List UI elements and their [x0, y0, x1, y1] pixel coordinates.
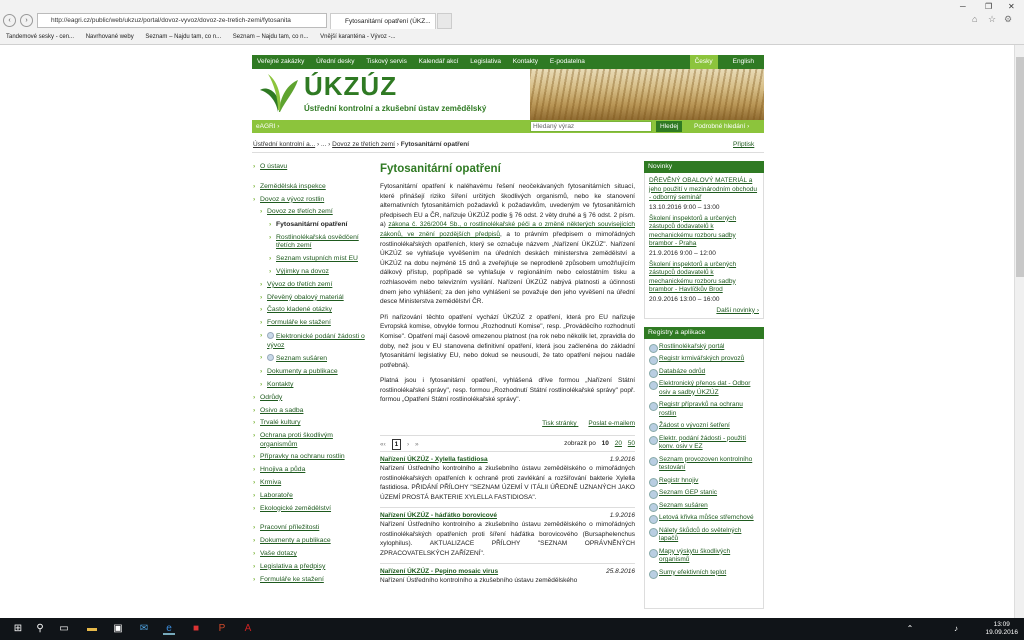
app-link[interactable]: Sumy efektivních teplot: [649, 569, 759, 578]
topnav-item[interactable]: Kalendář akcí: [418, 58, 459, 65]
text: Fytosanitární opatření k naléhavému řešení neočekávaných fytosanitárních situací, které přinášejí riziko šíření určitých škodlivých organismů, nebo ke stanovení alternativních fytosanitárních požadavků k požadavkům, uvedeným ve fytosanitárních předpisech EU a ČR, nařizuje ÚKZÚZ podle § 76 odst. 2 věty druhé a § 76 odst. 2 písm. a): [380, 183, 635, 229]
wheat-photo: [530, 69, 764, 120]
advanced-search-link[interactable]: Podrobné hledání ›: [694, 123, 750, 130]
main-content: [380, 163, 635, 586]
nav-item[interactable]: › Vaše dotazy: [253, 550, 371, 559]
minimize-icon[interactable]: ─: [960, 2, 966, 11]
pager-first[interactable]: «‹: [380, 440, 386, 448]
app-link[interactable]: Seznam sušáren: [649, 502, 759, 511]
nav-item[interactable]: › Přípravky na ochranu rostlin: [253, 453, 371, 462]
nav-item[interactable]: › Laboratoře: [253, 492, 371, 501]
restore-icon[interactable]: ❐: [985, 2, 993, 11]
search-icon[interactable]: ⚲: [36, 623, 44, 634]
nav-item[interactable]: › Výjimky na dovoz: [269, 268, 371, 277]
topnav-item[interactable]: Tiskový servis: [366, 58, 407, 65]
nav-item[interactable]: › Často kladené otázky: [260, 306, 371, 315]
nav-item[interactable]: › Dokumenty a publikace: [260, 368, 371, 377]
breadcrumb-item[interactable]: Ústřední kontrolní a...: [253, 141, 316, 148]
per-page-option[interactable]: 10: [601, 439, 609, 447]
breadcrumb-item[interactable]: Dovoz ze třetích zemí: [332, 141, 395, 148]
topnav-item[interactable]: Veřejné zakázky: [257, 58, 305, 65]
app-link[interactable]: Letová křivka můšce střemchové: [649, 514, 759, 523]
text: , a to právním předpisem o mimořádných rostlinolékařských opatřeních, který se označuje názvem „Nařízení ÚKZÚZ". Nařízení ÚKZÚZ se vyhlašuje vyvěšením na úředních deskách ministerstva zemědělství a ÚKZÚZ na dobu nejméně 15 dnů a zveřejňuje se neprodleně způsobem umožňujícím dálkový přístup, popřípadě se vyhlašuje v regionálním nebo celostátním tisku a rozhlasovém nebo televizním vysílání. Nařízení ÚKZÚZ nabývá platnosti a účinnosti dnem jeho vyhlášení; za den jeho vyhlášení se považuje den jeho vyvěšení na úřední desce Ministerstva zemědělství ČR.: [380, 230, 636, 306]
banner: [252, 69, 764, 120]
address-bar[interactable]: http://eagri.cz/public/web/ukzuz/portal/dovoz-vyvoz/dovoz-ze-tretich-zemi/fytosanita: [37, 13, 327, 28]
search-input[interactable]: Hledaný výraz: [530, 121, 652, 132]
pdf-reader-icon[interactable]: A: [244, 623, 252, 634]
breadcrumb-current: Fytosanitární opatření: [400, 141, 470, 148]
news-title[interactable]: Nařízení ÚKZÚZ - Pepino mosaic virus: [380, 567, 499, 575]
breadcrumb: Ústřední kontrolní a... › ... › Dovoz ze třetích zemí › Fytosanitární opatření: [253, 141, 470, 148]
nav-item[interactable]: › Formuláře ke stažení: [253, 576, 371, 585]
app-link[interactable]: Rostlinolékařský portál: [649, 343, 759, 352]
clock[interactable]: [985, 621, 1018, 637]
nav-item[interactable]: › Dřevěný obalový materiál: [260, 294, 371, 303]
news-date: 1.9.2016: [609, 511, 635, 519]
print-page-link[interactable]: Tisk stránky: [542, 420, 577, 428]
close-icon[interactable]: ✕: [1008, 2, 1015, 11]
app-link[interactable]: Mapy výskytu škodlivých organismů: [649, 548, 759, 565]
more-news-link[interactable]: Další novinky ›: [716, 306, 759, 314]
news-link[interactable]: DŘEVĚNÝ OBALOVÝ MATERIÁL a jeho použití v mezinárodním obchodu - odborný seminář: [649, 177, 758, 201]
app-link[interactable]: Registr hnojiv: [649, 477, 759, 486]
intro-paragraph: [380, 182, 635, 307]
news-text: Nařízení Ústředního kontrolního a zkušebního ústavu zemědělského o mimořádných rostlinolékařských opatřeních k ochraně proti zavlékání a rozšiřování bakterie Xylella fastidiosa. PŘIDÁNÍ PŘÍLOHY "SEZNAM ÚZEMÍ V ITÁLII ÚŘEDNĚ UZNANÝCH JAKO ÚZEMÍ PROSTÁ BAKTERIE XYLELLA FASTIDIOSA".: [380, 465, 635, 502]
news-text: Nařízení Ústředního kontrolního a zkušebního ústavu zemědělského o mimořádných rostlinolékařských opatřeních proti šíření háďátka borovicového (Bursaphelenchus xylophilus). AKTUALIZACE PŘÍLOHY "SEZNAM OPRÁVNĚNÝCH ZPRACOVATELSKÝCH ZAŘÍZENÍ".: [380, 521, 635, 557]
nav-item[interactable]: › Kontakty: [260, 381, 371, 390]
send-email-link[interactable]: Poslat e-mailem: [588, 420, 635, 428]
pager-next[interactable]: ›: [407, 440, 410, 448]
breadcrumb-item[interactable]: ...: [320, 141, 327, 148]
nav-item-current[interactable]: › Fytosanitární opatření: [269, 221, 371, 230]
app-icon: [267, 332, 274, 339]
divider: [252, 152, 764, 153]
pager: [380, 435, 635, 447]
news-date: 25.8.2016: [606, 567, 635, 575]
logo-text[interactable]: ÚKZÚZ: [304, 71, 398, 101]
forward-icon[interactable]: ›: [20, 14, 33, 27]
per-page-label: zobrazit po: [564, 439, 596, 447]
topnav-item[interactable]: Legislativa: [470, 58, 501, 65]
gear-icon[interactable]: ⚙: [1004, 14, 1013, 24]
favorite-item[interactable]: Seznam – Najdu tam, co n...: [232, 34, 309, 40]
app-link[interactable]: Databáze odrůd: [649, 368, 759, 377]
page-scrollbar[interactable]: [1014, 45, 1024, 625]
nav-item[interactable]: › Rostlinolékařská osvědčení třetích zemí: [269, 234, 371, 251]
scrollbar-thumb[interactable]: [1016, 57, 1024, 277]
nav-item[interactable]: › Dovoz ze třetích zemí: [260, 208, 371, 217]
list-item: [380, 451, 635, 503]
leaf-logo-icon[interactable]: [258, 72, 300, 114]
search-button[interactable]: Hledej: [656, 121, 682, 132]
pager-page[interactable]: 1: [392, 439, 402, 451]
app-link[interactable]: Žádost o vývozní šetření: [649, 422, 759, 431]
per-page: [564, 439, 635, 449]
lang-czech[interactable]: Česky: [690, 55, 718, 69]
clock-date: 19.09.2016: [985, 629, 1018, 636]
print-link[interactable]: Připtisk: [733, 141, 755, 148]
nav-item[interactable]: › O ústavu: [253, 163, 371, 172]
nav-item[interactable]: › Hnojiva a půda: [253, 466, 371, 475]
app-icon: [267, 354, 274, 361]
per-page-option[interactable]: 20: [614, 439, 622, 447]
nav-item[interactable]: › Formuláře ke stažení: [260, 319, 371, 328]
tray-icons[interactable]: ⌃: [906, 624, 914, 633]
speaker-icon[interactable]: ♪: [954, 624, 958, 633]
file-explorer-icon[interactable]: ▬: [87, 623, 97, 634]
news-date: 21.9.2016 9:00 – 12:00: [649, 249, 716, 257]
logo-subtitle: Ústřední kontrolní a zkušební ústav zemědělský: [304, 104, 487, 113]
nav-item[interactable]: › Zemědělská inspekce: [253, 183, 371, 192]
nav-item-label: Elektronické podání žádosti o vývoz: [267, 333, 365, 349]
favorites-star-icon[interactable]: ☆: [988, 14, 997, 24]
nav-item[interactable]: › Dokumenty a publikace: [253, 537, 371, 546]
topnav-item[interactable]: Kontakty: [512, 58, 539, 65]
clock-time: 13:09: [993, 621, 1010, 628]
back-icon[interactable]: ‹: [3, 14, 16, 27]
app-link[interactable]: Elektr. podání žádosti - použití konv. osiv v EZ: [649, 435, 759, 452]
list-item: [380, 507, 635, 559]
apps-box: [644, 339, 764, 609]
tab-fytosanitarni[interactable]: Fytosanitární opatření (ÚKZ...: [330, 13, 436, 29]
news-box-title: Novinky: [644, 161, 764, 173]
search-bar: [252, 120, 764, 133]
page-title: Fytosanitární opatření: [380, 163, 501, 175]
nav-item[interactable]: › Vývoz do třetích zemí: [260, 281, 371, 290]
nav-item[interactable]: › Trvalé kultury: [253, 419, 371, 428]
app-link[interactable]: Registr přípravků na ochranu rostlin: [649, 401, 759, 418]
right-column: [644, 161, 764, 609]
per-page-option[interactable]: 50: [627, 439, 635, 447]
app-link[interactable]: Registr krmivářských provozů: [649, 355, 759, 364]
nav-item[interactable]: › Seznam vstupních míst EU: [269, 255, 371, 264]
powerpoint-icon[interactable]: P: [218, 623, 226, 634]
news-title[interactable]: Nařízení ÚKZÚZ - háďátko borovicové: [380, 511, 497, 519]
nav-item[interactable]: › Odrůdy: [253, 394, 371, 403]
nav-item[interactable]: › Ekologické zemědělství: [253, 505, 371, 514]
browser-chrome: [0, 0, 1024, 45]
topnav-item[interactable]: Úřední desky: [316, 58, 355, 65]
nav-item[interactable]: › Osivo a sadba: [253, 407, 371, 416]
lang-english[interactable]: English: [732, 58, 754, 65]
task-view-icon[interactable]: ▭: [59, 623, 69, 634]
nav-item[interactable]: › Legislativa a předpisy: [253, 563, 371, 572]
mail-icon[interactable]: ✉: [139, 623, 149, 634]
favorite-item[interactable]: Tandemové sesky - cen...: [6, 34, 75, 40]
internet-explorer-icon[interactable]: e: [163, 623, 175, 635]
news-link[interactable]: Školení inspektorů a určených zástupců dodavatelů k mechanickému rozboru sadby brambor - Havlíčkův Brod: [649, 260, 737, 293]
nav-item[interactable]: › Dovoz a vývoz rostlin: [253, 196, 371, 205]
app-link[interactable]: Elektronický přenos dat - Odbor osiv a sadby ÚKZÚZ: [649, 380, 759, 397]
site-header: [252, 55, 764, 133]
news-text: Nařízení Ústředního kontrolního a zkušebního ústavu zemědělského: [380, 577, 578, 585]
news-link[interactable]: Školení inspektorů a určených zástupců dodavatelů k mechanickému rozboru sadby brambor - Praha: [649, 214, 737, 247]
pager-last[interactable]: »: [415, 440, 419, 448]
news-date: 20.9.2016 13:00 – 16:00: [649, 295, 720, 303]
left-navigation: [253, 163, 371, 588]
top-navigation: [252, 55, 764, 69]
paragraph: Při nařizování těchto opatření vychází ÚKZÚZ z opatření, která pro EU nařizuje Evropská komise, obvykle formou „Rozhodnutí Komise", resp. „Prováděcího rozhodnutí Komise". Opatření mají časově omezenou platnost (na rok nebo několik let, zpravidla do doby, než jsou v EU stanovena definitivní opatření, která jsou začleněna do základní fytosanitární legislativy EU, nebo dokud se neusoudí, že tato opatření nejsou nadále potřebná).: [380, 313, 635, 369]
apps-box-title: Registry a aplikace: [644, 327, 764, 339]
news-title[interactable]: Nařízení ÚKZÚZ - Xylella fastidiosa: [380, 455, 488, 463]
news-date: 1.9.2016: [609, 455, 635, 463]
list-item: [380, 563, 635, 586]
page-tools: [380, 419, 635, 429]
news-date: 13.10.2016 9:00 – 13:00: [649, 203, 720, 211]
language-switch: [685, 55, 764, 69]
news-box: [644, 173, 764, 319]
windows-start-icon[interactable]: ⊞: [13, 623, 23, 634]
home-icon[interactable]: ⌂: [972, 14, 978, 24]
app-link[interactable]: Seznam GEP stanic: [649, 489, 759, 498]
topnav-item[interactable]: E-podatelna: [549, 58, 585, 65]
favorite-item[interactable]: Navrhované weby: [85, 34, 134, 40]
taskbar: [0, 618, 1024, 640]
paragraph: Platná jsou i fytosanitární opatření, vyhlášená dříve formou „Nařízení Státní rostlinolékařské správy", resp. formou „Rozhodnutí Státní rostlinolékařské správy" popř. formou „Opatření Státní rostlinolékařské správy".: [380, 377, 635, 404]
app-icon[interactable]: ■: [192, 623, 200, 634]
favorite-item[interactable]: Seznam – Najdu tam, co n...: [145, 34, 222, 40]
new-tab-button[interactable]: [437, 13, 452, 29]
nav-item[interactable]: › Pracovní příležitosti: [253, 524, 371, 533]
nav-item-label: Seznam sušáren: [276, 355, 328, 363]
app-link[interactable]: Seznam provozoven kontrolního testování: [649, 456, 759, 473]
eagri-link[interactable]: eAGRI ›: [256, 123, 280, 130]
nav-item-app[interactable]: [260, 332, 371, 350]
app-link[interactable]: Nálety škůdců do světelných lapačů: [649, 527, 759, 544]
nav-item-app[interactable]: [260, 354, 371, 364]
favorite-item[interactable]: Vnější karanténa - Vývoz -...: [320, 34, 396, 40]
favorites-bar: [0, 31, 1024, 44]
nav-item[interactable]: › Krmiva: [253, 479, 371, 488]
store-icon[interactable]: ▣: [113, 623, 123, 634]
nav-item[interactable]: › Ochrana proti škodlivým organismům: [253, 432, 371, 449]
law-link[interactable]: zákona č. 326/2004 Sb., o rostlinolékařské péči a o změně některých souvisejících zákonů, ve znění pozdějších předpisů: [380, 221, 635, 238]
